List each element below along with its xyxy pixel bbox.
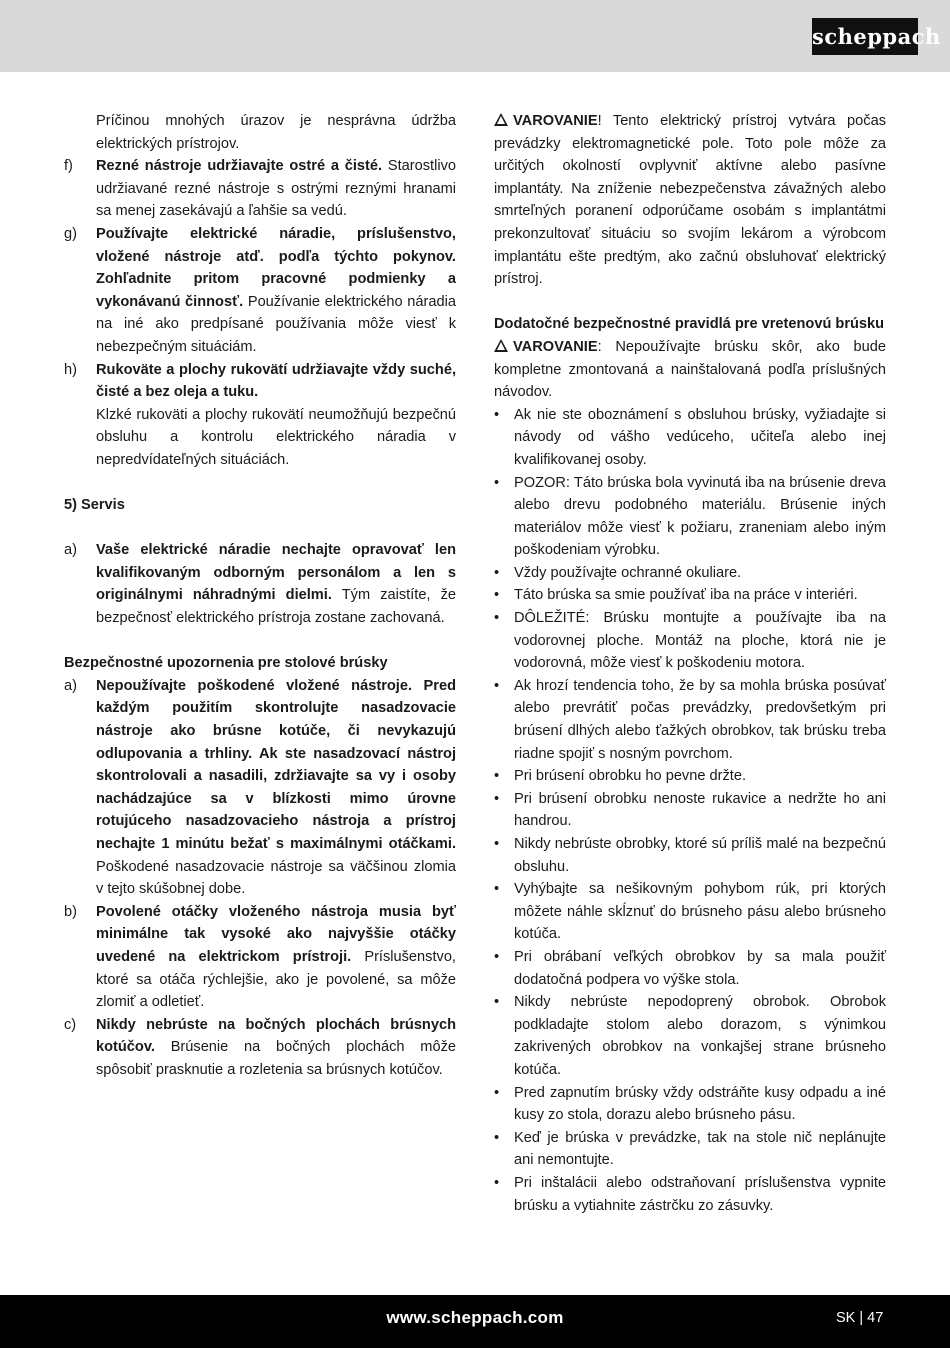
bullet-text: Pred zapnutím brúsky vždy odstráňte kusy odpadu a iné kusy zo stola, dorazu alebo brúsneho pásu.: [514, 1084, 886, 1124]
item-label: c): [64, 1016, 77, 1033]
bullet-text: DÔLEŽITÉ: Brúsku montujte a používajte iba na vodorovnej ploche. Montáž na ploche, ktorá nie je vodorovná, môže viesť k poškodeniu motora.: [514, 610, 886, 672]
bullet-icon: •: [494, 587, 500, 604]
bullet-text: Keď je brúska v prevádzke, tak na stole nič neplánujte ani nemontujte.: [514, 1129, 886, 1169]
bullet-icon: •: [494, 610, 500, 627]
list-item: [64, 675, 456, 901]
list-item: [494, 607, 886, 675]
website-link[interactable]: www.scheppach.com: [386, 1308, 564, 1327]
page-footer: [0, 1295, 950, 1348]
list-item: [494, 1127, 886, 1172]
list-item: [494, 404, 886, 472]
bullet-text: Táto brúska sa smie používať iba na práce v interiéri.: [514, 587, 858, 604]
warning-label: VAROVANIE: [513, 113, 598, 129]
bullet-text: POZOR: Táto brúska bola vyvinutá iba na brúsenie dreva alebo drevu podobného materiálu. Brúsenie iných materiálov môže viesť k požiaru, zraneniam alebo iným poškodeniam výrobku.: [514, 474, 886, 559]
item-text: Brúsenie na bočných plochách môže spôsobiť prasknutie a rozletenia sa brúsnych kotúčov.: [96, 1039, 456, 1078]
bullet-text: Ak hrozí tendencia toho, že by sa mohla brúska posúvať alebo prevrátiť počas prevádzky, predovšetkým pri brúsení dlhých alebo ťažkých obrobkov, tak brúsku treba riadne spojiť s nosným povrchom.: [514, 677, 886, 762]
list-item: [494, 946, 886, 991]
item-text: Príslušenstvo, ktoré sa otáča rýchlejšie, ako je povolené, sa môže zlomiť a odletieť.: [96, 948, 456, 1011]
bullet-text: Nikdy nebrúste obrobky, ktoré sú príliš malé na bezpečnú obsluhu.: [514, 836, 886, 875]
list-item: [64, 359, 456, 404]
item-text: Starostlivo udržiavané rezné nástroje s ostrými reznými hranami sa menej zasekávajú a ľahšie sa vedú.: [96, 158, 457, 220]
item-bold-text: Rezné nástroje udržiavajte ostré a čisté.: [96, 158, 383, 175]
item-bold-text: Používajte elektrické náradie, príslušenstvo, vložené nástroje atď. podľa týchto pokynov. Zohľadnite pritom pracovné podmienky a vykonávanú činnosť.: [96, 225, 456, 310]
item-text: Používanie elektrického náradia na iné ako predpísané používania môže viesť k nebezpečným situáciám.: [96, 293, 456, 355]
emf-warning: [494, 110, 886, 291]
bullet-icon: •: [494, 406, 500, 423]
right-column: [494, 110, 886, 1217]
bullet-icon: •: [494, 881, 500, 898]
list-item: [64, 223, 456, 359]
bullet-icon: •: [494, 677, 500, 694]
assembly-warning: [494, 336, 886, 404]
bullet-icon: •: [494, 1129, 500, 1146]
list-item: [494, 584, 886, 607]
item-bold-text: Povolené otáčky vloženého nástroja musia byť minimálne tak vysoké ako najvyššie otáčky uvedené na elektrickom prístroji.: [96, 903, 456, 965]
list-item: [494, 833, 886, 878]
servis-heading: 5) Servis: [64, 497, 125, 514]
list-item: [494, 562, 886, 585]
bullet-text: Pri inštalácii alebo odstraňovaní príslušenstva vypnite brúsku a vytiahnite zástrčku zo zásuvky.: [514, 1174, 886, 1214]
list-item: [494, 472, 886, 562]
bullet-icon: •: [494, 564, 500, 581]
power-tool-items: [64, 155, 456, 404]
bullet-text: Pri brúsení obrobku nenoste rukavice a nedržte ho ani handrou.: [514, 790, 886, 830]
bullet-text: Ak nie ste oboznámení s obsluhou brúsky, vyžiadajte si návody od vášho vedúceho, učiteľa alebo inej kvalifikovanej osoby.: [514, 406, 886, 468]
item-label: f): [64, 158, 73, 175]
list-item: [494, 1172, 886, 1217]
item-label: b): [64, 903, 77, 920]
page-header: [0, 0, 950, 72]
item-bold-text: Nikdy nebrúste na bočných plochách brúsnych kotúčov.: [96, 1016, 456, 1056]
bullet-icon: •: [494, 768, 500, 785]
item-h-text: Klzké rukoväti a plochy rukovätí neumožňujú bezpečnú obsluhu a kontrolu elektrického náradia v nepredvídateľných situáciách.: [96, 406, 456, 468]
bullet-icon: •: [494, 790, 500, 807]
item-label: a): [64, 542, 77, 559]
warning-text: ! Tento elektrický prístroj vytvára počas prevádzky elektromagnetické pole. Toto pole môže za určitých okolností ovplyvniť aktívne alebo pasívne implantáty. Na zníženie nebezpečenstva závažných alebo smrteľných poranení odporúčame osobám s implantátmi prekonzultovať situáciu so svojím lekárom a výrobcom implantátu ešte predtým, ako začnú obsluhovať elektrický prístroj.: [494, 113, 886, 288]
item-label: a): [64, 677, 77, 694]
bullet-text: Vždy používajte ochranné okuliare.: [514, 564, 742, 581]
list-item: [64, 901, 456, 1014]
safety-bullet-list: [494, 404, 886, 1217]
page-number: SK | 47: [836, 1310, 884, 1326]
bench-grinder-heading: Bezpečnostné upozornenia pre stolové brúsky: [64, 655, 388, 672]
list-item: [64, 155, 456, 223]
list-item: [494, 765, 886, 788]
bullet-text: Nikdy nebrúste nepodoprený obrobok. Obrobok podkladajte stolom alebo dorazom, s výnimkou zakrivených obrobkov na vonkajšej strane brúsneho kotúča.: [514, 994, 886, 1078]
bullet-icon: •: [494, 1084, 500, 1101]
warning-triangle-icon: [494, 113, 508, 126]
servis-items: [64, 539, 456, 629]
intro-paragraph: Príčinou mnohých úrazov je nesprávna údržba elektrických prístrojov.: [96, 113, 456, 152]
warning-label: VAROVANIE: [513, 338, 598, 355]
list-item: [64, 1014, 456, 1082]
bullet-text: Vyhýbajte sa nešikovným pohybom rúk, pri ktorých môžete náhle skĺznuť do brúsneho pásu alebo brúsneho kotúča.: [514, 881, 886, 943]
bullet-text: Pri obrábaní veľkých obrobkov by sa mala použiť dodatočná podpera vo výške stola.: [514, 948, 886, 988]
bullet-icon: •: [494, 836, 500, 852]
list-item: [494, 1082, 886, 1127]
left-column: [64, 110, 456, 1082]
item-text: Poškodené nasadzovacie nástroje sa väčšinou zlomia v tejto skúšobnej dobe.: [96, 858, 456, 898]
bullet-text: Pri brúsení obrobku ho pevne držte.: [514, 768, 747, 785]
spindle-heading: Dodatočné bezpečnostné pravidlá pre vretenovú brúsku: [494, 316, 885, 333]
bullet-icon: •: [494, 994, 500, 1011]
brand-logo: scheppach: [812, 18, 918, 55]
item-bold-text: Vaše elektrické náradie nechajte opravovať len kvalifikovaným odborným personálom a len s originálnymi náhradnými dielmi.: [96, 542, 456, 604]
bench-grinder-items: [64, 675, 456, 1082]
item-label: g): [64, 225, 77, 242]
warning-text: : Nepoužívajte brúsku skôr, ako bude kompletne zmontovaná a nainštalovaná podľa príslušných návodov.: [494, 338, 886, 401]
list-item: [494, 788, 886, 833]
item-bold-text: Rukoväte a plochy rukovätí udržiavajte vždy suché, čisté a bez oleja a tuku.: [96, 361, 456, 401]
bullet-icon: •: [494, 948, 500, 965]
list-item: [494, 675, 886, 765]
item-label: h): [64, 361, 77, 378]
list-item: [494, 878, 886, 946]
item-text: Tým zaistíte, že bezpečnosť elektrického prístroja zostane zachovaná.: [96, 587, 456, 627]
bullet-icon: •: [494, 474, 500, 491]
list-item: [494, 991, 886, 1081]
bullet-icon: •: [494, 1174, 500, 1191]
list-item: [64, 539, 456, 629]
warning-triangle-icon: [494, 339, 508, 352]
item-bold-text: Nepoužívajte poškodené vložené nástroje. Pred každým použitím skontrolujte nasadzovacie nástroje ako brúsne kotúče, či nevykazujú odlupovania a trhliny. Ak ste nasadzovací nástroj skontrolovali a nasadili, zdržiavajte sa vy i osoby nachádzajúce sa v blízkosti mimo úrovne rotujúceho nasadzovacieho nástroja a prístroj nechajte 1 minútu bežať s maximálnymi otáčkami.: [96, 677, 456, 852]
